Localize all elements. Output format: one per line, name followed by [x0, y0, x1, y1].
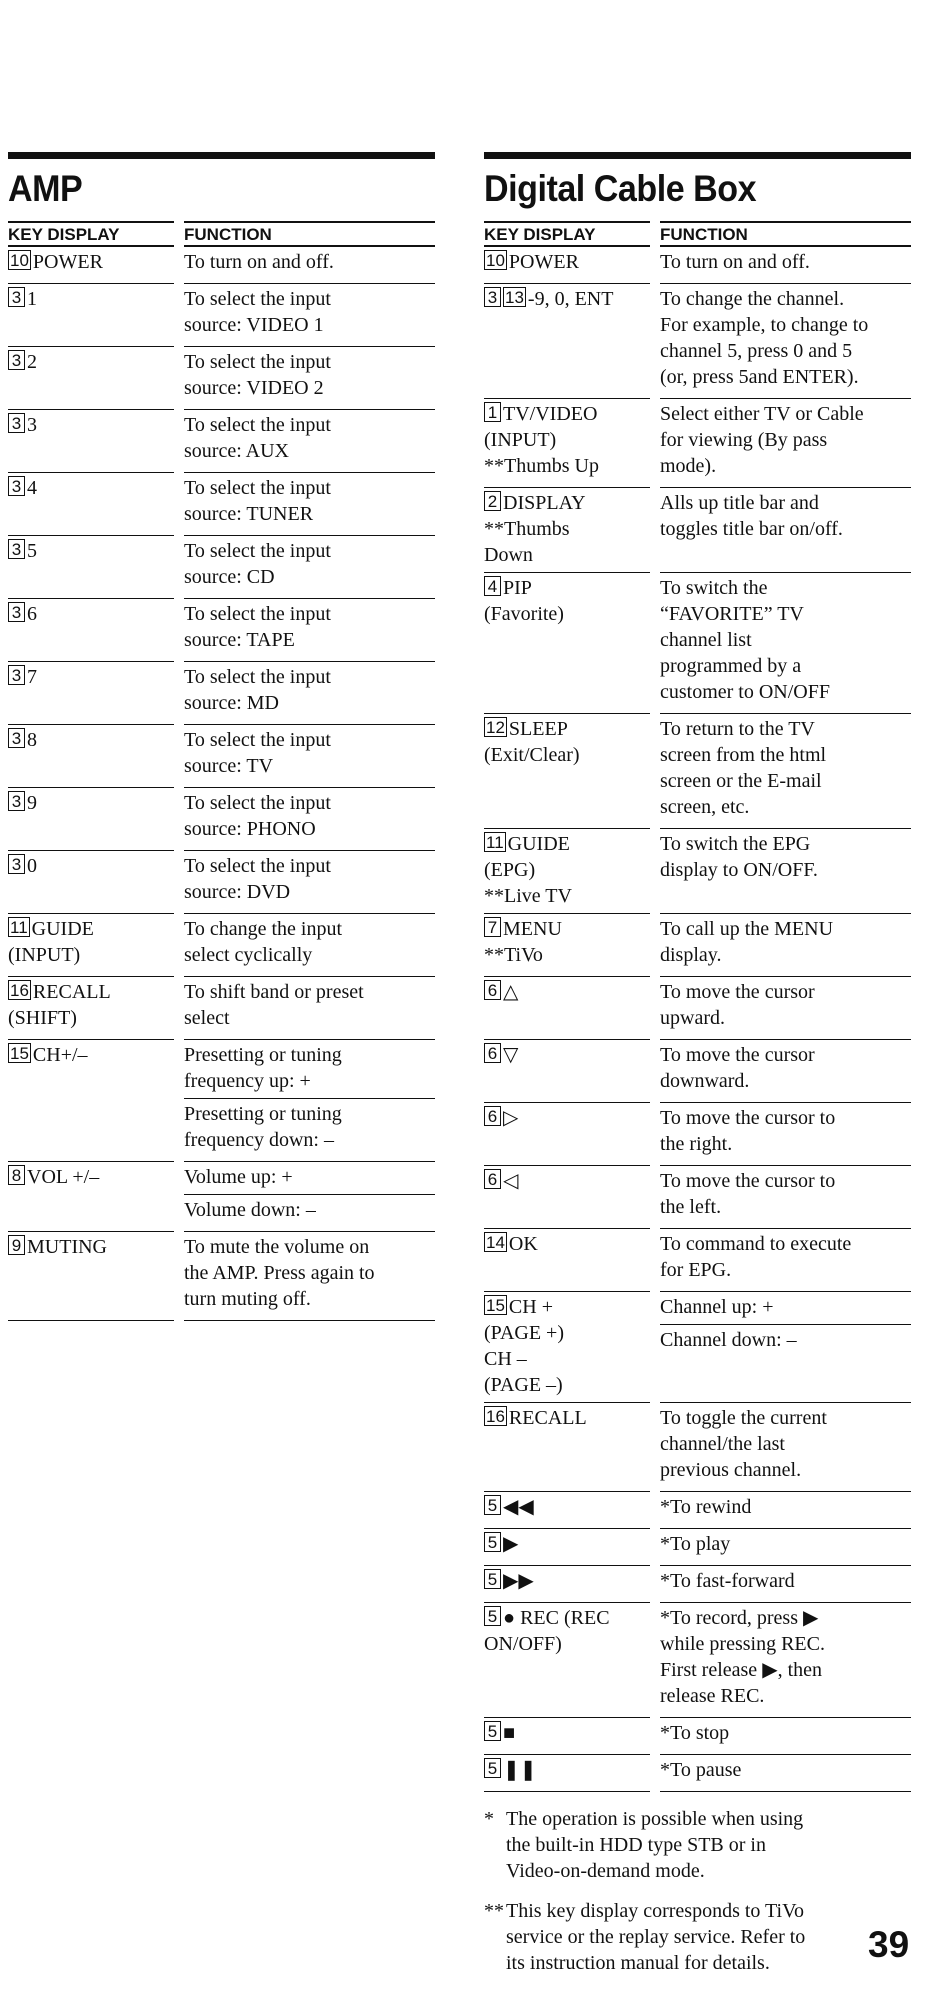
key-number-badge: 5 — [484, 1495, 501, 1515]
function-text: Channel down: – — [660, 1324, 911, 1357]
key-label: MENU **TiVo — [484, 918, 562, 966]
table-row — [484, 914, 911, 977]
table-row — [484, 1755, 911, 1792]
key-label: GUIDE (EPG) **Live TV — [484, 833, 572, 907]
key-label: 2 — [27, 351, 37, 373]
function-text: To move the cursor to the left. — [660, 1170, 836, 1218]
key-cell — [8, 347, 174, 410]
key-label: POWER — [32, 251, 103, 273]
table-row — [8, 1232, 435, 1321]
function-text: To switch the “FAVORITE” TV channel list programmed by a customer to ON/OFF — [660, 577, 830, 703]
function-text: To select the input source: TUNER — [184, 477, 331, 525]
function-text: To select the input source: AUX — [184, 414, 331, 462]
key-cell — [8, 788, 174, 851]
key-cell — [8, 1162, 174, 1232]
key-label: SLEEP (Exit/Clear) — [484, 718, 580, 766]
amp-table-header — [8, 221, 435, 247]
function-text: To mute the volume on the AMP. Press again to turn muting off. — [184, 1236, 375, 1310]
function-cell — [184, 247, 435, 284]
table-row — [484, 399, 911, 488]
key-cell — [8, 914, 174, 977]
function-cell — [184, 599, 435, 662]
footnote — [484, 1806, 911, 1884]
key-cell — [484, 1492, 650, 1529]
key-number-badge: 10 — [10, 251, 29, 270]
key-cell — [8, 247, 174, 284]
key-number-badge: 3 — [8, 791, 25, 811]
function-text: To turn on and off. — [184, 251, 334, 273]
function-text: To select the input source: VIDEO 1 — [184, 288, 331, 336]
key-number-badge: 14 — [486, 1233, 505, 1252]
key-label: RECALL (SHIFT) — [8, 981, 111, 1029]
key-number-badge: 6 — [484, 1043, 501, 1063]
key-number-badge: 7 — [484, 917, 501, 937]
key-cell — [484, 977, 650, 1040]
table-row — [484, 1718, 911, 1755]
key-label: ◁ — [503, 1170, 519, 1192]
key-cell — [8, 410, 174, 473]
function-text: To change the input select cyclically — [184, 918, 342, 966]
key-cell — [484, 1229, 650, 1292]
key-number-badge: 3 — [8, 665, 25, 685]
key-label: 9 — [27, 792, 37, 814]
table-row — [484, 1040, 911, 1103]
amp-section — [8, 152, 435, 1321]
function-text: To toggle the current channel/the last previous channel. — [660, 1407, 827, 1481]
function-text: To return to the TV screen from the html screen or the E-mail screen, etc. — [660, 718, 827, 818]
function-text: To select the input source: TV — [184, 729, 331, 777]
function-text: *To rewind — [660, 1496, 752, 1518]
key-cell — [8, 599, 174, 662]
key-cell — [8, 1232, 174, 1321]
key-number-badge: 6 — [484, 980, 501, 1000]
key-label: GUIDE (INPUT) — [8, 918, 94, 966]
key-number-badge: 13 — [505, 288, 524, 307]
footnotes — [484, 1806, 911, 1976]
function-text: To select the input source: PHONO — [184, 792, 331, 840]
key-number-badge: 15 — [10, 1044, 29, 1063]
table-row — [484, 1292, 911, 1403]
table-row — [8, 662, 435, 725]
function-cell — [660, 1755, 911, 1792]
key-cell — [484, 829, 650, 914]
table-row — [8, 914, 435, 977]
key-number-badge: 3 — [8, 539, 25, 559]
footnote-text: The operation is possible when using the built-in HDD type STB or in Video-on-demand mode. — [506, 1808, 804, 1882]
function-cell — [184, 410, 435, 473]
key-number-badge: 6 — [484, 1169, 501, 1189]
function-cell — [184, 977, 435, 1040]
key-label: 4 — [27, 477, 37, 499]
key-number-badge: 3 — [8, 287, 25, 307]
key-label: CH+/– — [32, 1044, 88, 1066]
function-text: To select the input source: TAPE — [184, 603, 331, 651]
key-number-badge: 9 — [8, 1235, 25, 1255]
key-label: ● REC (REC ON/OFF) — [484, 1607, 610, 1655]
amp-table-body — [8, 247, 435, 1321]
key-label: 5 — [27, 540, 37, 562]
function-cell — [660, 829, 911, 914]
function-text: Volume down: – — [184, 1194, 435, 1227]
key-cell — [484, 1040, 650, 1103]
key-label: -9, 0, ENT — [527, 288, 614, 310]
function-cell — [184, 662, 435, 725]
key-number-badge: 3 — [8, 854, 25, 874]
key-display-header: KEY DISPLAY — [484, 221, 650, 247]
section-rule — [484, 152, 911, 159]
key-cell — [484, 488, 650, 573]
function-cell — [660, 1229, 911, 1292]
function-cell — [184, 1162, 435, 1232]
function-text: *To play — [660, 1533, 731, 1555]
table-row — [8, 473, 435, 536]
function-header: FUNCTION — [660, 221, 911, 247]
function-cell — [184, 1232, 435, 1321]
function-cell — [660, 1166, 911, 1229]
key-cell — [8, 473, 174, 536]
function-text: Presetting or tuning frequency down: – — [184, 1098, 435, 1157]
key-number-badge: 10 — [486, 251, 505, 270]
table-row — [8, 599, 435, 662]
key-label: MUTING — [27, 1236, 107, 1258]
key-label: TV/VIDEO (INPUT) **Thumbs Up — [484, 403, 599, 477]
function-text: To select the input source: MD — [184, 666, 331, 714]
table-row — [484, 1492, 911, 1529]
table-row — [484, 1566, 911, 1603]
key-label: 7 — [27, 666, 37, 688]
key-cell — [8, 851, 174, 914]
function-cell — [660, 977, 911, 1040]
amp-title: AMP — [8, 168, 83, 209]
key-number-badge: 5 — [484, 1532, 501, 1552]
function-cell — [660, 1566, 911, 1603]
key-label: 1 — [27, 288, 37, 310]
function-cell — [184, 536, 435, 599]
table-row — [484, 573, 911, 714]
function-cell — [184, 851, 435, 914]
key-number-badge: 3 — [8, 476, 25, 496]
key-label: ▽ — [503, 1044, 519, 1066]
key-number-badge: 16 — [486, 1407, 505, 1426]
key-cell — [484, 1718, 650, 1755]
key-label: 0 — [27, 855, 37, 877]
key-number-badge: 5 — [484, 1721, 501, 1741]
function-cell — [660, 1718, 911, 1755]
key-number-badge: 5 — [484, 1569, 501, 1589]
section-rule — [8, 152, 435, 159]
table-row — [484, 488, 911, 573]
function-cell — [660, 247, 911, 284]
key-label: △ — [503, 981, 519, 1003]
key-label: ◀◀ — [503, 1496, 534, 1518]
function-cell — [660, 399, 911, 488]
key-cell — [8, 284, 174, 347]
function-cell — [660, 284, 911, 399]
table-row — [484, 1166, 911, 1229]
key-number-badge: 12 — [486, 718, 505, 737]
function-cell — [184, 284, 435, 347]
table-row — [8, 347, 435, 410]
key-number-badge: 2 — [484, 491, 501, 511]
function-text: To turn on and off. — [660, 251, 810, 273]
footnote-text: This key display corresponds to TiVo service or the replay service. Refer to its instruction manual for details. — [506, 1900, 806, 1974]
function-text: Alls up title bar and toggles title bar on/off. — [660, 492, 843, 540]
function-cell — [184, 788, 435, 851]
key-label: ▶▶ — [503, 1570, 534, 1592]
key-cell — [8, 725, 174, 788]
key-cell — [8, 977, 174, 1040]
table-row — [484, 1229, 911, 1292]
key-label: ▶ — [503, 1533, 519, 1555]
function-cell — [660, 488, 911, 573]
function-cell — [660, 1103, 911, 1166]
function-cell — [660, 714, 911, 829]
key-number-badge: 16 — [10, 981, 29, 1000]
function-text: To switch the EPG display to ON/OFF. — [660, 833, 818, 881]
key-cell — [484, 247, 650, 284]
table-row — [484, 1529, 911, 1566]
key-cell — [484, 714, 650, 829]
key-number-badge: 8 — [8, 1165, 25, 1185]
key-label: VOL +/– — [27, 1166, 100, 1188]
key-label: RECALL — [508, 1407, 587, 1429]
key-display-header: KEY DISPLAY — [8, 221, 174, 247]
function-cell — [660, 1403, 911, 1492]
footnote-mark: * — [484, 1808, 494, 1830]
table-row — [8, 247, 435, 284]
key-label: 3 — [27, 414, 37, 436]
key-label: POWER — [508, 251, 579, 273]
function-text: Volume up: + — [184, 1166, 293, 1188]
key-cell — [484, 1103, 650, 1166]
key-number-badge: 3 — [8, 350, 25, 370]
function-cell — [660, 573, 911, 714]
key-label: ■ — [503, 1722, 516, 1744]
function-text: To move the cursor to the right. — [660, 1107, 836, 1155]
cable-table-body — [484, 247, 911, 1792]
function-text: *To fast-forward — [660, 1570, 795, 1592]
table-row — [8, 284, 435, 347]
function-cell — [660, 1040, 911, 1103]
key-number-badge: 11 — [486, 833, 504, 852]
function-text: To select the input source: CD — [184, 540, 331, 588]
key-label: OK — [508, 1233, 538, 1255]
key-cell — [484, 1755, 650, 1792]
key-number-badge: 1 — [484, 402, 501, 422]
key-label: ▷ — [503, 1107, 519, 1129]
function-header: FUNCTION — [184, 221, 435, 247]
cable-title: Digital Cable Box — [484, 168, 757, 209]
cable-section — [484, 152, 911, 1990]
key-number-badge: 4 — [484, 576, 501, 596]
function-text: To call up the MENU display. — [660, 918, 834, 966]
key-number-badge: 3 — [8, 728, 25, 748]
page-number: 39 — [868, 1924, 910, 1965]
table-row — [484, 714, 911, 829]
key-number-badge: 5 — [484, 1606, 501, 1626]
function-cell — [660, 1529, 911, 1566]
key-cell — [8, 662, 174, 725]
key-cell — [484, 1166, 650, 1229]
key-cell — [484, 573, 650, 714]
key-cell — [484, 399, 650, 488]
function-text: To change the channel. For example, to change to channel 5, press 0 and 5 (or, press 5and ENTER). — [660, 288, 869, 388]
key-cell — [484, 1529, 650, 1566]
function-text: *To record, press ▶ while pressing REC. First release ▶, then release REC. — [660, 1607, 825, 1707]
table-row — [8, 410, 435, 473]
key-cell — [484, 1292, 650, 1403]
key-number-badge: 5 — [484, 1758, 501, 1778]
key-cell — [484, 914, 650, 977]
footnote — [484, 1898, 911, 1976]
key-label: CH + (PAGE +) CH – (PAGE –) — [484, 1296, 564, 1396]
function-cell — [660, 914, 911, 977]
key-number-badge: 11 — [10, 918, 28, 937]
table-row — [8, 725, 435, 788]
table-row — [8, 1162, 435, 1232]
table-row — [484, 247, 911, 284]
key-number-badge: 6 — [484, 1106, 501, 1126]
key-label: 6 — [27, 603, 37, 625]
cable-table-header — [484, 221, 911, 247]
function-text: Presetting or tuning frequency up: + — [184, 1044, 342, 1092]
key-number-badge: 15 — [486, 1296, 505, 1315]
table-row — [484, 1403, 911, 1492]
function-text: *To pause — [660, 1759, 742, 1781]
function-cell — [660, 1492, 911, 1529]
key-label: 8 — [27, 729, 37, 751]
key-cell — [8, 1040, 174, 1162]
function-text: Channel up: + — [660, 1296, 774, 1318]
key-cell — [484, 1566, 650, 1603]
table-row — [484, 829, 911, 914]
function-text: *To stop — [660, 1722, 730, 1744]
table-row — [484, 1603, 911, 1718]
footnote-mark: ** — [484, 1900, 504, 1922]
table-row — [8, 851, 435, 914]
table-row — [8, 536, 435, 599]
key-label: ❚❚ — [503, 1759, 537, 1781]
table-row — [8, 788, 435, 851]
function-cell — [184, 1040, 435, 1162]
function-text: To select the input source: DVD — [184, 855, 331, 903]
table-row — [484, 977, 911, 1040]
function-cell — [184, 914, 435, 977]
key-cell — [484, 1603, 650, 1718]
table-row — [8, 1040, 435, 1162]
function-text: To select the input source: VIDEO 2 — [184, 351, 331, 399]
table-row — [8, 977, 435, 1040]
function-cell — [184, 473, 435, 536]
function-cell — [660, 1603, 911, 1718]
function-cell — [660, 1292, 911, 1403]
key-label: DISPLAY **Thumbs Down — [484, 492, 586, 566]
function-text: To command to execute for EPG. — [660, 1233, 852, 1281]
key-number-badge: 3 — [8, 413, 25, 433]
function-text: To move the cursor upward. — [660, 981, 815, 1029]
key-number-badge: 3 — [484, 287, 501, 307]
function-text: To shift band or preset select — [184, 981, 364, 1029]
key-cell — [484, 284, 650, 399]
function-text: Select either TV or Cable for viewing (By pass mode). — [660, 403, 864, 477]
function-cell — [184, 347, 435, 410]
table-row — [484, 1103, 911, 1166]
key-cell — [8, 536, 174, 599]
table-row — [484, 284, 911, 399]
key-cell — [484, 1403, 650, 1492]
key-label: PIP (Favorite) — [484, 577, 564, 625]
function-cell — [184, 725, 435, 788]
key-number-badge: 3 — [8, 602, 25, 622]
function-text: To move the cursor downward. — [660, 1044, 815, 1092]
